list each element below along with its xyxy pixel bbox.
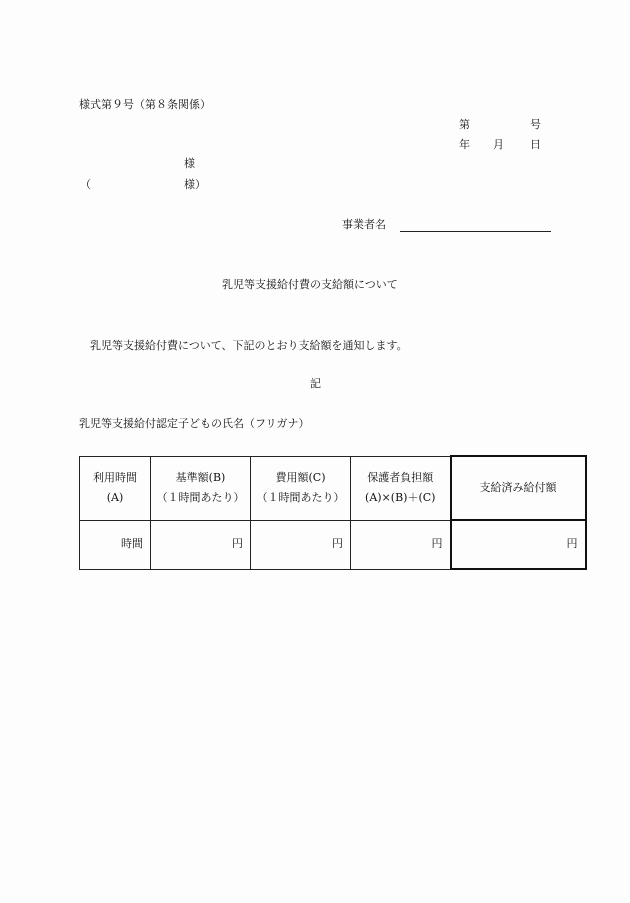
- date-month: 月: [493, 138, 504, 151]
- cell-paid-benefit: 円: [451, 520, 586, 569]
- cell-cost-amount: 円: [251, 520, 351, 569]
- number-dai: 第: [459, 118, 470, 131]
- table-header-row: [80, 456, 586, 520]
- date-year: 年: [459, 138, 470, 151]
- header-line: （１時間あたり）: [156, 491, 245, 504]
- date-day: 日: [530, 138, 541, 151]
- form-label: 様式第９号（第８条関係）: [79, 98, 211, 111]
- cell-usage-time: 時間: [80, 520, 151, 569]
- document-title: 乳児等支援給付費の支給額について: [222, 278, 398, 291]
- cell-base-amount: 円: [151, 520, 251, 569]
- table-row: [80, 520, 586, 569]
- operator-name-line: [400, 231, 551, 232]
- body-text: 乳児等支援給付費について、下記のとおり支給額を通知します。: [90, 339, 408, 352]
- benefit-table: [79, 455, 587, 570]
- addressee-sama: 様: [184, 157, 195, 170]
- number-go: 号: [530, 118, 541, 131]
- header-line: 費用額(C): [275, 470, 326, 484]
- header-cost-amount: [251, 456, 351, 520]
- header-line: 保護者負担額: [367, 470, 434, 484]
- header-line: （１時間あたり）: [256, 491, 345, 504]
- addressee-paren-sama: 様）: [184, 178, 206, 191]
- header-usage-time: [80, 456, 151, 520]
- header-line: 利用時間: [93, 470, 137, 484]
- header-line: (A): [106, 491, 124, 504]
- cell-guardian-burden: 円: [351, 520, 451, 569]
- header-line: (A)×(B)＋(C): [365, 491, 436, 504]
- header-line: 基準額(B): [175, 470, 226, 484]
- header-line: 支給済み給付額: [479, 480, 557, 494]
- operator-label: 事業者名: [342, 218, 386, 231]
- ki-heading: 記: [310, 377, 321, 390]
- header-guardian-burden: [351, 456, 451, 520]
- header-paid-benefit: [451, 456, 586, 520]
- header-base-amount: [151, 456, 251, 520]
- child-name-label: 乳児等支援給付認定子どもの氏名（フリガナ）: [79, 417, 310, 430]
- addressee-paren-open: （: [80, 178, 91, 191]
